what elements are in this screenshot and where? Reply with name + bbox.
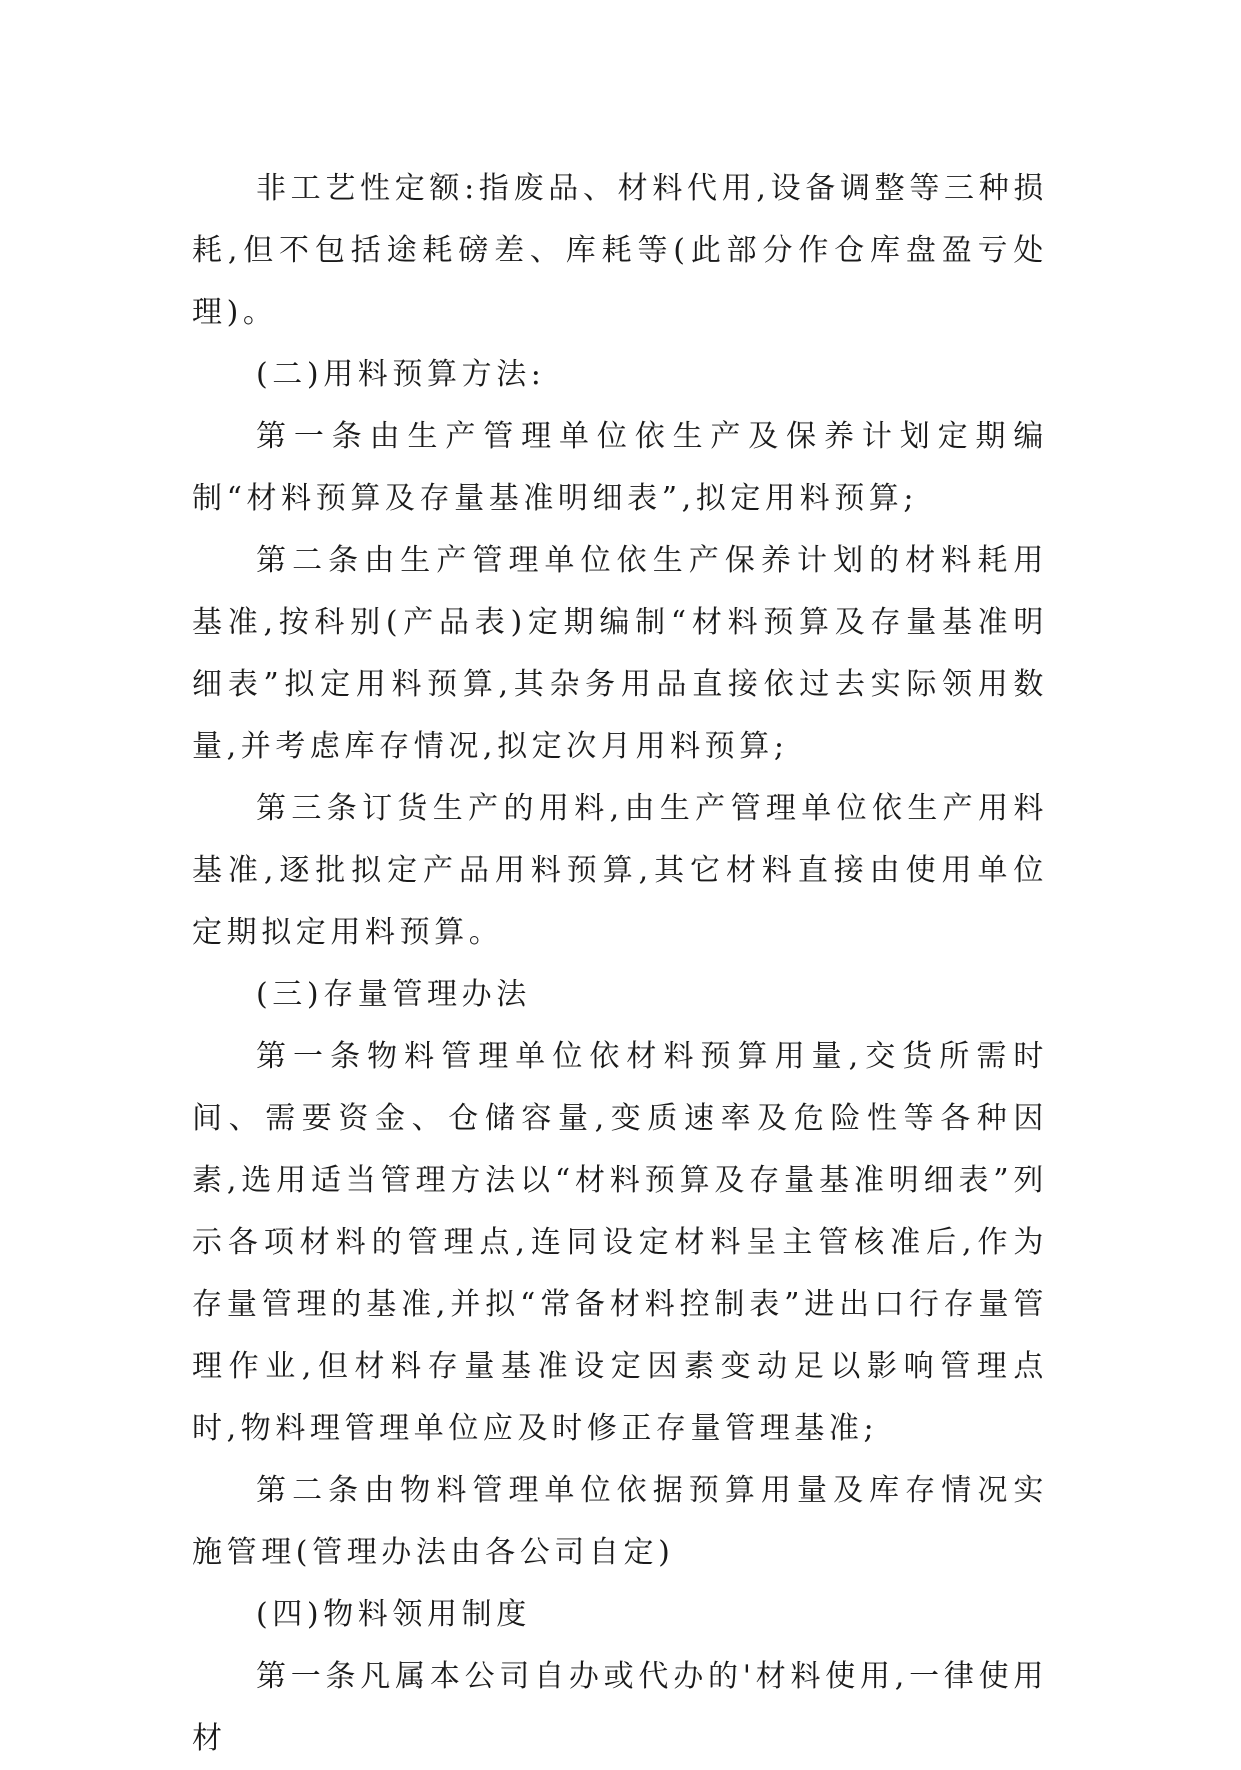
paragraph-budget-article-3: 第三条订货生产的用料,由生产管理单位依生产用料基准,逐批拟定产品用料预算,其它材料直接由使用单位定期拟定用料预算。 [192, 791, 1048, 950]
paragraph-budget-article-2: 第二条由生产管理单位依生产保养计划的材料耗用基准,按科别(产品表)定期编制“材料预算及存量基准明细表”拟定用料预算,其杂务用品直接依过去实际领用数量,并考虑库存情况,拟定次月用料预算; [192, 543, 1048, 764]
paragraph-requisition-article-1: 第一条凡属本公司自办或代办的'材料使用,一律使用材 [192, 1659, 1048, 1756]
heading-budget-method: (二)用料预算方法: [256, 357, 546, 392]
paragraph-non-process-quota: 非工艺性定额:指废品、材料代用,设备调整等三种损耗,但不包括途耗磅差、库耗等(此部分作仓库盘盈亏处理)。 [192, 171, 1048, 330]
heading-inventory-management: (三)存量管理办法 [256, 977, 531, 1012]
paragraph-inventory-article-2: 第二条由物料管理单位依据预算用量及库存情况实施管理(管理办法由各公司自定) [192, 1473, 1048, 1570]
heading-material-requisition: (四)物料领用制度 [256, 1597, 531, 1632]
paragraph-budget-article-1: 第一条由生产管理单位依生产及保养计划定期编制“材料预算及存量基准明细表”,拟定用料预算; [192, 419, 1048, 516]
document-body [192, 158, 1048, 1770]
paragraph-inventory-article-1: 第一条物料管理单位依材料预算用量,交货所需时间、需要资金、仓储容量,变质速率及危险性等各种因素,选用适当管理方法以“材料预算及存量基准明细表”列示各项材料的管理点,连同设定材料呈主管核准后,作为存量管理的基准,并拟“常备材料控制表”进出口行存量管理作业,但材料存量基准设定因素变动足以影响管理点时,物料理管理单位应及时修正存量管理基准; [192, 1039, 1048, 1446]
